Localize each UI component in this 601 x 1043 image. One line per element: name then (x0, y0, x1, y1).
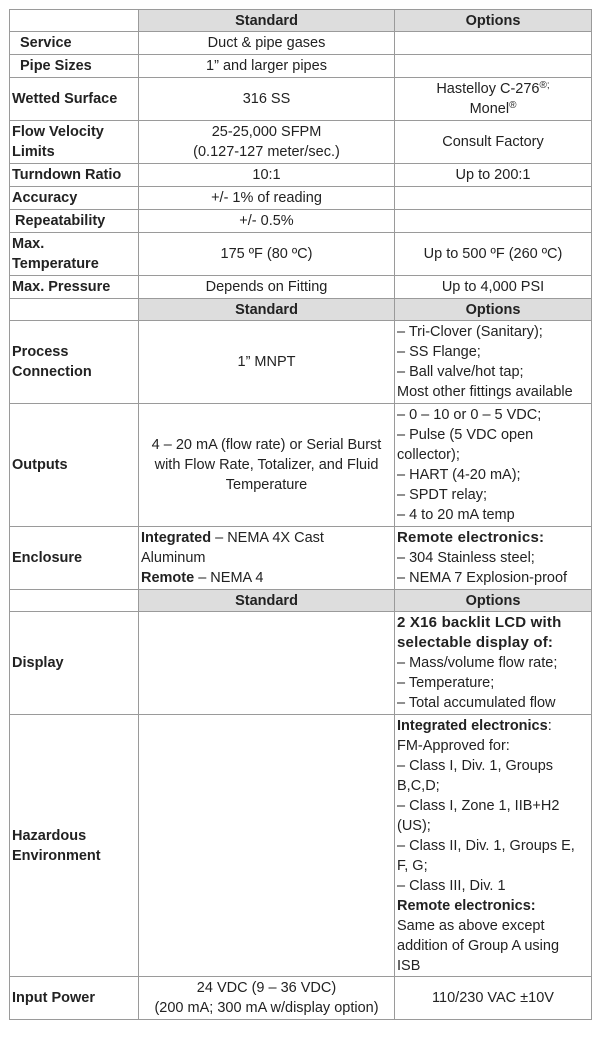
option-line: – Class I, Div. 1, Groups (397, 757, 554, 774)
flow-velocity-standard-line2: (0.127-127 meter/sec.) (193, 144, 340, 160)
hazardous-environment-label (10, 715, 139, 977)
process-connection-options (395, 321, 592, 404)
row-outputs (10, 404, 592, 527)
header-options: Options (395, 299, 592, 321)
row-flow-velocity (10, 121, 592, 164)
monel-mark: ® (509, 100, 517, 111)
flow-velocity-options: Consult Factory (395, 121, 592, 164)
process-connection-label-line1: Process (12, 344, 69, 360)
input-power-options: 110/230 VAC ±10V (395, 977, 592, 1020)
remote-label: Remote (141, 570, 195, 586)
option-line: – Class II, Div. 1, Groups E, (397, 837, 575, 854)
option-line: – Tri-Clover (Sanitary); (397, 324, 543, 340)
header-row-2 (10, 299, 592, 321)
flow-velocity-standard (139, 121, 395, 164)
max-pressure-options: Up to 4,000 PSI (395, 276, 592, 299)
row-turndown (10, 164, 592, 187)
option-line: B,C,D; (397, 777, 440, 794)
process-connection-standard: 1” MNPT (139, 321, 395, 404)
max-temperature-options: Up to 500 ºF (260 ºC) (395, 233, 592, 276)
display-options (395, 612, 592, 715)
monel-text: Monel (469, 101, 510, 117)
option-line: – Class I, Zone 1, IIB+H2 (397, 797, 560, 814)
row-repeatability (10, 210, 592, 233)
flow-velocity-label-line2: Limits (12, 144, 55, 160)
input-power-standard-line2: (200 mA; 300 mA w/display option) (154, 1000, 379, 1016)
flow-velocity-standard-line1: 25-25,000 SFPM (211, 124, 322, 140)
wetted-surface-standard: 316 SS (139, 78, 395, 121)
outputs-standard-line2: with Flow Rate, Totalizer, and Fluid (154, 457, 379, 473)
pipe-sizes-standard: 1” and larger pipes (139, 55, 395, 78)
display-label: Display (10, 612, 139, 715)
integrated-electronics-title: Integrated electronics (397, 717, 548, 734)
header-row-1 (10, 10, 592, 32)
header-standard: Standard (139, 590, 395, 612)
hazardous-options (395, 715, 592, 977)
outputs-standard (139, 404, 395, 527)
specifications-table (9, 9, 592, 1020)
outputs-label: Outputs (10, 404, 139, 527)
header-options: Options (395, 10, 592, 32)
max-temperature-label (10, 233, 139, 276)
display-options-title-line2: selectable display of: (397, 634, 554, 651)
hastelloy-mark: ®; (539, 80, 550, 91)
accuracy-label: Accuracy (10, 187, 139, 210)
flow-velocity-label-line1: Flow Velocity (12, 124, 104, 140)
outputs-options (395, 404, 592, 527)
option-line: collector); (397, 447, 460, 463)
outputs-standard-line3: Temperature (225, 477, 308, 493)
enclosure-options (395, 527, 592, 590)
enclosure-label: Enclosure (10, 527, 139, 590)
header-blank-cell (10, 590, 139, 612)
turndown-label: Turndown Ratio (10, 164, 139, 187)
option-line: addition of Group A using (397, 937, 560, 954)
header-blank-cell (10, 10, 139, 32)
repeatability-label: Repeatability (10, 210, 139, 233)
row-max-pressure (10, 276, 592, 299)
process-connection-label (10, 321, 139, 404)
display-standard (139, 612, 395, 715)
service-label: Service (10, 32, 139, 55)
option-line: – 304 Stainless steel; (397, 550, 535, 566)
option-line: – 0 – 10 or 0 – 5 VDC; (397, 407, 542, 423)
row-process-connection (10, 321, 592, 404)
wetted-surface-options (395, 78, 592, 121)
row-hazardous-environment (10, 715, 592, 977)
option-line: F, G; (397, 857, 428, 874)
repeatability-options (395, 210, 592, 233)
remote-electronics-title: Remote electronics: (397, 897, 536, 914)
option-line: – Total accumulated flow (397, 695, 556, 711)
max-temperature-label-line2: Temperature (12, 256, 99, 272)
integrated-text-line2: Aluminum (141, 550, 206, 566)
process-connection-label-line2: Connection (12, 364, 92, 380)
row-enclosure (10, 527, 592, 590)
option-line: (US); (397, 817, 431, 834)
input-power-label: Input Power (10, 977, 139, 1020)
input-power-standard (139, 977, 395, 1020)
header-blank-cell (10, 299, 139, 321)
pipe-sizes-label: Pipe Sizes (10, 55, 139, 78)
option-line: Most other fittings available (397, 384, 573, 400)
accuracy-options (395, 187, 592, 210)
flow-velocity-label (10, 121, 139, 164)
enclosure-standard (139, 527, 395, 590)
header-row-3 (10, 590, 592, 612)
option-line: – SS Flange; (397, 344, 481, 360)
repeatability-standard: +/- 0.5% (139, 210, 395, 233)
remote-text: – NEMA 4 (194, 570, 264, 586)
option-line: – Pulse (5 VDC open (397, 427, 534, 443)
header-standard: Standard (139, 299, 395, 321)
max-temperature-standard: 175 ºF (80 ºC) (139, 233, 395, 276)
max-pressure-standard: Depends on Fitting (139, 276, 395, 299)
integrated-text: – NEMA 4X Cast (211, 530, 324, 546)
max-pressure-label: Max. Pressure (10, 276, 139, 299)
service-standard: Duct & pipe gases (139, 32, 395, 55)
row-accuracy (10, 187, 592, 210)
row-display (10, 612, 592, 715)
input-power-standard-line1: 24 VDC (9 – 36 VDC) (196, 980, 337, 996)
option-line: FM-Approved for: (397, 737, 510, 754)
remote-electronics-title: Remote electronics: (397, 529, 545, 546)
wetted-surface-label: Wetted Surface (10, 78, 139, 121)
max-temperature-label-line1: Max. (12, 236, 45, 252)
hazardous-standard (139, 715, 395, 977)
header-standard: Standard (139, 10, 395, 32)
turndown-options: Up to 200:1 (395, 164, 592, 187)
turndown-standard: 10:1 (139, 164, 395, 187)
row-service (10, 32, 592, 55)
integrated-electronics-colon: : (547, 717, 552, 734)
hazardous-label-line1: Hazardous (12, 827, 87, 844)
accuracy-standard: +/- 1% of reading (139, 187, 395, 210)
integrated-label: Integrated (141, 530, 212, 546)
option-line: Same as above except (397, 917, 545, 934)
option-line: – 4 to 20 mA temp (397, 507, 515, 523)
row-wetted-surface (10, 78, 592, 121)
row-input-power (10, 977, 592, 1020)
option-line: – Ball valve/hot tap; (397, 364, 524, 380)
option-line: – NEMA 7 Explosion-proof (397, 570, 568, 586)
row-pipe-sizes (10, 55, 592, 78)
option-line: – Temperature; (397, 675, 495, 691)
option-line: – SPDT relay; (397, 487, 487, 503)
header-options: Options (395, 590, 592, 612)
display-options-title-line1: 2 X16 backlit LCD with (397, 614, 562, 631)
service-options (395, 32, 592, 55)
hastelloy-text: Hastelloy C-276 (436, 81, 540, 97)
option-line: – Mass/volume flow rate; (397, 655, 558, 671)
option-line: ISB (397, 957, 421, 974)
pipe-sizes-options (395, 55, 592, 78)
outputs-standard-line1: 4 – 20 mA (flow rate) or Serial Burst (151, 437, 382, 453)
hazardous-label-line2: Environment (12, 847, 101, 864)
option-line: – Class III, Div. 1 (397, 877, 506, 894)
row-max-temperature (10, 233, 592, 276)
option-line: – HART (4-20 mA); (397, 467, 521, 483)
